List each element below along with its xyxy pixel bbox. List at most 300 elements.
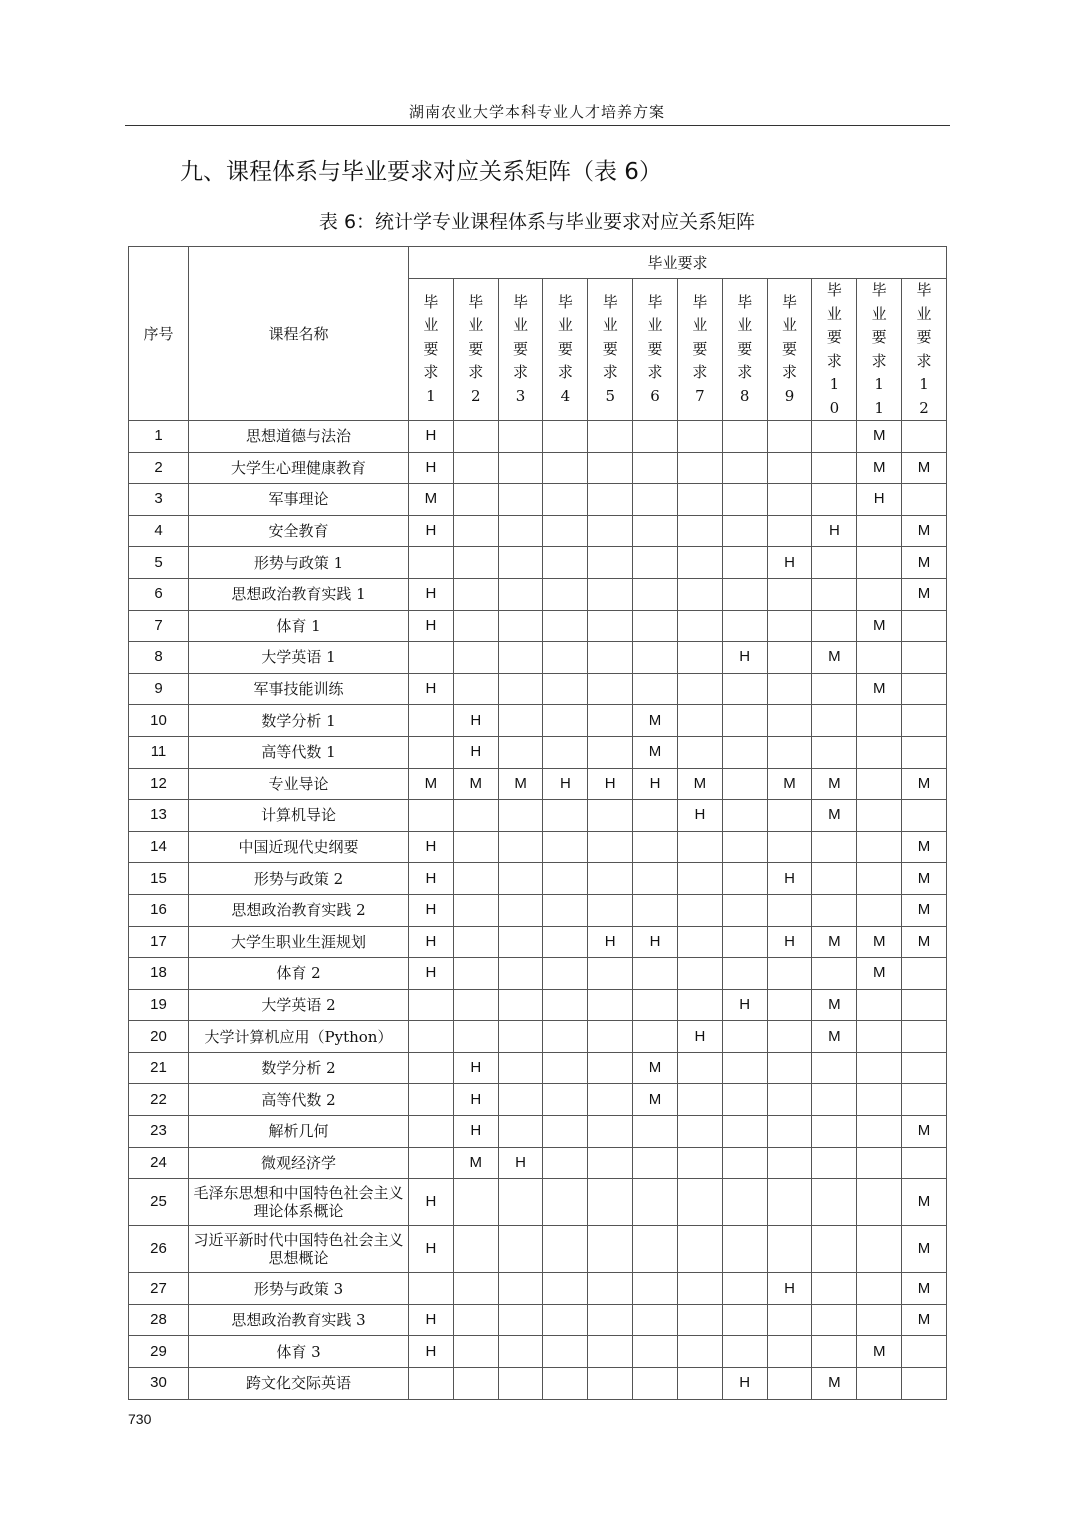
table-row <box>129 642 947 674</box>
mark-cell <box>498 484 543 516</box>
serial-cell: 9 <box>129 673 189 705</box>
mark-cell <box>767 1179 812 1226</box>
serial-cell: 4 <box>129 515 189 547</box>
mark-cell: M <box>902 863 947 895</box>
mark-cell <box>633 1226 678 1273</box>
mark-cell <box>633 1116 678 1148</box>
course-name-cell: 大学英语 2 <box>189 989 409 1021</box>
mark-cell: H <box>409 673 454 705</box>
mark-cell <box>543 1116 588 1148</box>
mark-cell: H <box>453 1052 498 1084</box>
mark-cell <box>453 1336 498 1368</box>
mark-cell <box>453 831 498 863</box>
mark-cell: M <box>857 1336 902 1368</box>
mark-cell <box>857 1226 902 1273</box>
mark-cell <box>498 421 543 453</box>
mark-cell <box>633 1368 678 1400</box>
mark-cell <box>812 1116 857 1148</box>
mark-cell: M <box>633 736 678 768</box>
mark-cell <box>409 705 454 737</box>
mark-cell <box>857 1179 902 1226</box>
mark-cell <box>722 1336 767 1368</box>
table-row <box>129 1116 947 1148</box>
section-title: 九、课程体系与毕业要求对应关系矩阵（表 6） <box>180 159 662 185</box>
mark-cell <box>677 421 722 453</box>
mark-cell <box>857 768 902 800</box>
mark-cell: M <box>498 768 543 800</box>
mark-cell <box>902 1052 947 1084</box>
mark-cell <box>633 958 678 990</box>
mark-cell: H <box>409 1304 454 1336</box>
mark-cell: M <box>902 452 947 484</box>
mark-cell: M <box>902 547 947 579</box>
mark-cell <box>812 863 857 895</box>
mark-cell: H <box>409 1336 454 1368</box>
mark-cell: H <box>453 1084 498 1116</box>
mark-cell <box>812 831 857 863</box>
serial-cell: 8 <box>129 642 189 674</box>
table-row <box>129 736 947 768</box>
mark-cell <box>767 452 812 484</box>
mark-cell <box>498 1084 543 1116</box>
mark-cell <box>543 800 588 832</box>
mark-cell <box>902 705 947 737</box>
mark-cell <box>453 1304 498 1336</box>
mark-cell <box>812 705 857 737</box>
mark-cell <box>543 452 588 484</box>
course-name-cell: 形势与政策 3 <box>189 1273 409 1305</box>
mark-cell: M <box>857 673 902 705</box>
mark-cell <box>902 642 947 674</box>
mark-cell: M <box>857 610 902 642</box>
mark-cell: M <box>902 831 947 863</box>
mark-cell <box>767 1304 812 1336</box>
mark-cell <box>543 1147 588 1179</box>
mark-cell: M <box>902 515 947 547</box>
mark-cell <box>498 1052 543 1084</box>
mark-cell: M <box>633 1084 678 1116</box>
serial-cell: 19 <box>129 989 189 1021</box>
mark-cell <box>588 831 633 863</box>
mark-cell <box>543 1179 588 1226</box>
mark-cell <box>722 1052 767 1084</box>
mark-cell <box>543 1273 588 1305</box>
mark-cell <box>543 484 588 516</box>
mark-cell <box>588 894 633 926</box>
mark-cell: M <box>902 926 947 958</box>
requirement-header-label: 毕业要求10 <box>826 281 842 417</box>
requirement-header-9 <box>767 279 812 421</box>
mark-cell <box>857 1304 902 1336</box>
table-row <box>129 1084 947 1116</box>
mark-cell <box>409 800 454 832</box>
mark-cell <box>767 578 812 610</box>
mark-cell <box>722 484 767 516</box>
mark-cell <box>633 673 678 705</box>
course-name-cell: 形势与政策 2 <box>189 863 409 895</box>
running-header: 湖南农业大学本科专业人才培养方案 <box>408 103 665 121</box>
course-name-cell: 数学分析 1 <box>189 705 409 737</box>
mark-cell <box>857 831 902 863</box>
mark-cell <box>543 989 588 1021</box>
mark-cell <box>498 736 543 768</box>
mark-cell <box>857 1147 902 1179</box>
mark-cell <box>633 894 678 926</box>
table-caption: 表 6：统计学专业课程体系与毕业要求对应关系矩阵 <box>318 211 756 233</box>
mark-cell <box>767 484 812 516</box>
mark-cell <box>902 673 947 705</box>
mark-cell <box>812 578 857 610</box>
course-name-cell: 安全教育 <box>189 515 409 547</box>
mark-cell <box>498 800 543 832</box>
mark-cell <box>722 610 767 642</box>
serial-cell: 24 <box>129 1147 189 1179</box>
mark-cell <box>767 1116 812 1148</box>
mark-cell: H <box>588 926 633 958</box>
serial-cell: 2 <box>129 452 189 484</box>
mark-cell <box>857 515 902 547</box>
mark-cell <box>722 578 767 610</box>
mark-cell: M <box>857 421 902 453</box>
course-name-cell: 军事理论 <box>189 484 409 516</box>
mark-cell <box>812 1304 857 1336</box>
mark-cell <box>633 800 678 832</box>
serial-cell: 6 <box>129 578 189 610</box>
mark-cell <box>498 452 543 484</box>
mark-cell <box>767 1336 812 1368</box>
course-name-cell: 专业导论 <box>189 768 409 800</box>
mark-cell <box>902 1084 947 1116</box>
mark-cell <box>722 421 767 453</box>
mark-cell <box>588 1084 633 1116</box>
mark-cell <box>453 578 498 610</box>
mark-cell: H <box>409 1179 454 1226</box>
mark-cell <box>543 1226 588 1273</box>
mark-cell: H <box>722 1368 767 1400</box>
mark-cell <box>902 989 947 1021</box>
mark-cell <box>453 989 498 1021</box>
table-row <box>129 800 947 832</box>
table-row <box>129 673 947 705</box>
mark-cell <box>543 863 588 895</box>
mark-cell <box>722 768 767 800</box>
mark-cell <box>677 610 722 642</box>
mark-cell <box>902 484 947 516</box>
mark-cell <box>588 1147 633 1179</box>
mark-cell <box>588 958 633 990</box>
mark-cell <box>409 1021 454 1053</box>
mark-cell <box>812 1336 857 1368</box>
mark-cell <box>902 958 947 990</box>
serial-cell: 21 <box>129 1052 189 1084</box>
mark-cell <box>857 1273 902 1305</box>
course-name-cell: 中国近现代史纲要 <box>189 831 409 863</box>
mark-cell: H <box>409 863 454 895</box>
mark-cell <box>453 1021 498 1053</box>
requirement-header-6 <box>633 279 678 421</box>
mark-cell <box>677 894 722 926</box>
mark-cell <box>498 926 543 958</box>
mark-cell <box>722 1147 767 1179</box>
mark-cell: H <box>409 1226 454 1273</box>
mark-cell <box>857 547 902 579</box>
mark-cell: M <box>902 1226 947 1273</box>
mark-cell <box>453 484 498 516</box>
mark-cell <box>857 705 902 737</box>
mark-cell <box>498 1368 543 1400</box>
table-row <box>129 989 947 1021</box>
serial-cell: 13 <box>129 800 189 832</box>
requirement-header-5 <box>588 279 633 421</box>
serial-cell: 27 <box>129 1273 189 1305</box>
mark-cell <box>633 1021 678 1053</box>
serial-cell: 20 <box>129 1021 189 1053</box>
mark-cell <box>677 673 722 705</box>
mark-cell: H <box>409 894 454 926</box>
mark-cell <box>857 863 902 895</box>
mark-cell <box>722 1116 767 1148</box>
mark-cell <box>588 1226 633 1273</box>
mark-cell <box>633 484 678 516</box>
mark-cell <box>453 958 498 990</box>
mark-cell <box>902 1021 947 1053</box>
mark-cell: M <box>902 1116 947 1148</box>
serial-cell: 25 <box>129 1179 189 1226</box>
table-row <box>129 894 947 926</box>
mark-cell <box>498 1021 543 1053</box>
mark-cell <box>857 1084 902 1116</box>
mark-cell <box>677 484 722 516</box>
mark-cell <box>857 1052 902 1084</box>
mark-cell <box>677 989 722 1021</box>
mark-cell <box>543 515 588 547</box>
mark-cell <box>677 578 722 610</box>
requirement-header-12 <box>902 279 947 421</box>
mark-cell <box>812 1273 857 1305</box>
serial-cell: 17 <box>129 926 189 958</box>
mark-cell <box>767 1368 812 1400</box>
mark-cell <box>588 547 633 579</box>
serial-cell: 1 <box>129 421 189 453</box>
mark-cell <box>543 610 588 642</box>
mark-cell: H <box>409 958 454 990</box>
course-name-cell: 毛泽东思想和中国特色社会主义理论体系概论 <box>189 1179 409 1226</box>
graduation-requirements-header: 毕业要求 <box>409 247 947 279</box>
mark-cell <box>498 547 543 579</box>
mark-cell <box>543 894 588 926</box>
mark-cell <box>812 1226 857 1273</box>
mark-cell <box>409 1116 454 1148</box>
mark-cell <box>722 1273 767 1305</box>
mark-cell <box>812 1179 857 1226</box>
mark-cell <box>453 421 498 453</box>
serial-cell: 23 <box>129 1116 189 1148</box>
mark-cell <box>767 894 812 926</box>
course-name-cell: 思想政治教育实践 1 <box>189 578 409 610</box>
mark-cell <box>588 421 633 453</box>
mark-cell: H <box>767 926 812 958</box>
mark-cell <box>722 547 767 579</box>
mark-cell: H <box>767 1273 812 1305</box>
mark-cell: H <box>633 926 678 958</box>
course-name-cell: 跨文化交际英语 <box>189 1368 409 1400</box>
table-row <box>129 768 947 800</box>
mark-cell <box>902 610 947 642</box>
mark-cell <box>767 673 812 705</box>
mark-cell <box>453 1368 498 1400</box>
mark-cell <box>498 1304 543 1336</box>
course-name-cell: 体育 3 <box>189 1336 409 1368</box>
mark-cell <box>767 736 812 768</box>
table-row <box>129 705 947 737</box>
course-name-cell: 思想政治教育实践 3 <box>189 1304 409 1336</box>
serial-cell: 16 <box>129 894 189 926</box>
mark-cell <box>543 673 588 705</box>
requirement-header-label: 毕业要求2 <box>468 292 484 405</box>
mark-cell <box>767 705 812 737</box>
mark-cell <box>498 1336 543 1368</box>
mark-cell <box>812 894 857 926</box>
mark-cell <box>722 673 767 705</box>
requirement-header-label: 毕业要求9 <box>782 292 798 405</box>
mark-cell <box>498 673 543 705</box>
requirement-header-label: 毕业要求8 <box>737 292 753 405</box>
mark-cell <box>453 1273 498 1305</box>
mark-cell <box>498 610 543 642</box>
mark-cell <box>857 578 902 610</box>
mark-cell: H <box>409 926 454 958</box>
mark-cell <box>812 1052 857 1084</box>
table-row <box>129 926 947 958</box>
mark-cell: M <box>902 894 947 926</box>
mark-cell <box>543 705 588 737</box>
mark-cell <box>633 421 678 453</box>
mark-cell <box>588 1052 633 1084</box>
mark-cell <box>453 1226 498 1273</box>
mark-cell <box>767 989 812 1021</box>
serial-cell: 18 <box>129 958 189 990</box>
mark-cell <box>812 421 857 453</box>
mark-cell <box>498 831 543 863</box>
mark-cell: H <box>409 578 454 610</box>
mark-cell <box>543 547 588 579</box>
mark-cell: M <box>812 1021 857 1053</box>
mark-cell: H <box>767 547 812 579</box>
mark-cell <box>498 958 543 990</box>
mark-cell <box>677 705 722 737</box>
mark-cell <box>767 642 812 674</box>
mark-cell <box>543 736 588 768</box>
mark-cell: M <box>857 452 902 484</box>
mark-cell <box>677 1084 722 1116</box>
mark-cell: H <box>409 515 454 547</box>
mark-cell <box>902 1336 947 1368</box>
mark-cell <box>677 452 722 484</box>
mark-cell <box>633 863 678 895</box>
mark-cell <box>677 1116 722 1148</box>
table-row <box>129 831 947 863</box>
requirement-header-1 <box>409 279 454 421</box>
mark-cell <box>498 1273 543 1305</box>
mark-cell <box>677 831 722 863</box>
mark-cell <box>812 610 857 642</box>
mark-cell: H <box>453 1116 498 1148</box>
serial-cell: 22 <box>129 1084 189 1116</box>
mark-cell: M <box>812 800 857 832</box>
mark-cell <box>857 1116 902 1148</box>
mark-cell <box>409 1147 454 1179</box>
requirements-matrix-table <box>128 246 947 1400</box>
mark-cell <box>677 1147 722 1179</box>
mark-cell: M <box>409 484 454 516</box>
mark-cell: M <box>857 958 902 990</box>
mark-cell: M <box>633 705 678 737</box>
mark-cell <box>812 736 857 768</box>
mark-cell <box>677 1304 722 1336</box>
table-row <box>129 452 947 484</box>
mark-cell <box>677 926 722 958</box>
mark-cell <box>677 1368 722 1400</box>
mark-cell: M <box>857 926 902 958</box>
mark-cell <box>902 1147 947 1179</box>
mark-cell <box>498 1116 543 1148</box>
mark-cell <box>767 1226 812 1273</box>
mark-cell <box>498 642 543 674</box>
requirement-header-label: 毕业要求3 <box>513 292 529 405</box>
serial-cell: 15 <box>129 863 189 895</box>
mark-cell <box>812 452 857 484</box>
mark-cell <box>498 1226 543 1273</box>
mark-cell <box>453 800 498 832</box>
mark-cell <box>767 1084 812 1116</box>
mark-cell <box>857 800 902 832</box>
requirement-header-label: 毕业要求5 <box>602 292 618 405</box>
mark-cell <box>498 894 543 926</box>
requirement-header-label: 毕业要求4 <box>557 292 573 405</box>
course-name-cell: 大学生心理健康教育 <box>189 452 409 484</box>
mark-cell <box>588 1116 633 1148</box>
mark-cell <box>588 1336 633 1368</box>
mark-cell <box>633 1179 678 1226</box>
mark-cell <box>722 452 767 484</box>
mark-cell <box>543 1304 588 1336</box>
mark-cell: M <box>902 1273 947 1305</box>
mark-cell <box>812 484 857 516</box>
mark-cell: H <box>677 1021 722 1053</box>
table-row <box>129 1336 947 1368</box>
mark-cell <box>812 1147 857 1179</box>
mark-cell <box>722 1226 767 1273</box>
course-name-cell: 军事技能训练 <box>189 673 409 705</box>
requirement-header-11 <box>857 279 902 421</box>
mark-cell <box>767 800 812 832</box>
mark-cell <box>902 421 947 453</box>
mark-cell: M <box>812 1368 857 1400</box>
mark-cell <box>588 1021 633 1053</box>
mark-cell <box>588 673 633 705</box>
mark-cell <box>543 1368 588 1400</box>
requirement-header-4 <box>543 279 588 421</box>
course-name-cell: 思想政治教育实践 2 <box>189 894 409 926</box>
requirement-header-7 <box>677 279 722 421</box>
mark-cell <box>588 1273 633 1305</box>
mark-cell <box>543 578 588 610</box>
mark-cell <box>767 1021 812 1053</box>
mark-cell <box>588 642 633 674</box>
mark-cell <box>543 642 588 674</box>
mark-cell <box>453 452 498 484</box>
mark-cell: M <box>633 1052 678 1084</box>
